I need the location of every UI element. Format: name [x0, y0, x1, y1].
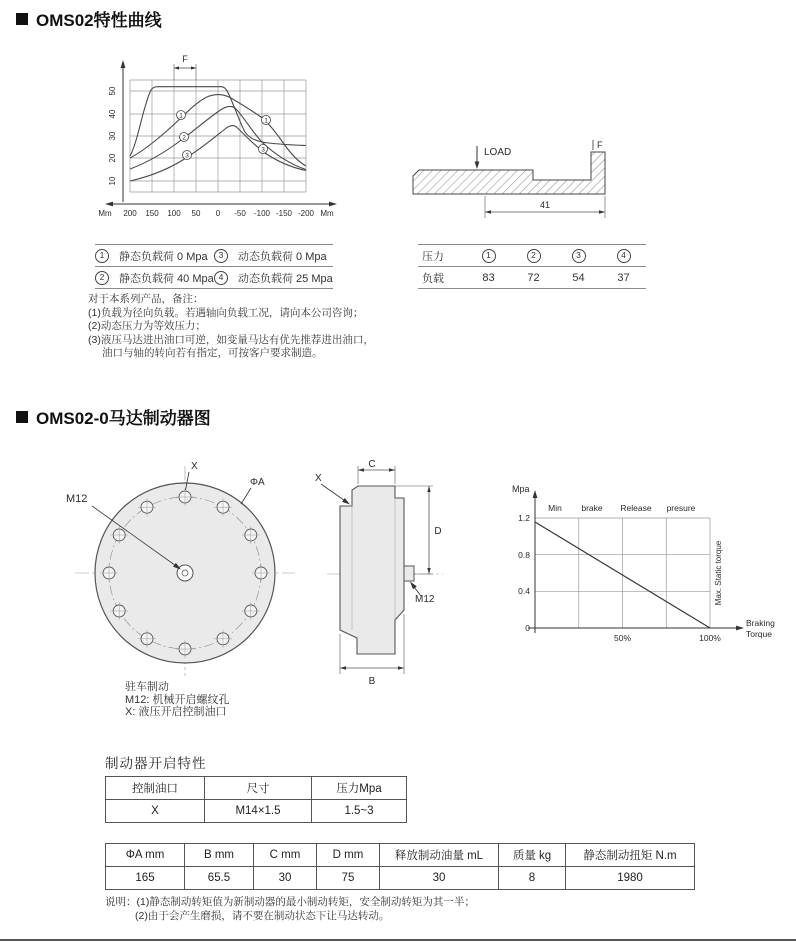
pressure-num-cell — [556, 249, 601, 263]
svg-text:Release: Release — [620, 503, 652, 513]
col-header: B mm — [185, 844, 254, 867]
x-axis-tick-labels — [98, 209, 334, 218]
curve-marker-3-right — [259, 145, 268, 154]
legend-num-cell — [95, 271, 119, 285]
circled-number: 3 — [572, 249, 586, 263]
legend-text-cell: 静态负载荷 40 Mpa — [119, 272, 214, 285]
m12-leader — [408, 580, 435, 605]
col-header: 质量 kg — [499, 844, 566, 867]
circled-number: 4 — [214, 271, 228, 285]
m12-label: M12 — [415, 594, 435, 605]
y-unit-label: Mpa — [512, 484, 530, 494]
b-dim-label: B — [368, 676, 376, 687]
col-header: ΦA mm — [106, 844, 185, 867]
note-line: (3)液压马达进出油口可逆，如变量马达有优先推荐进出油口， — [88, 333, 374, 346]
circled-number: 3 — [214, 249, 228, 263]
brake-notes — [105, 896, 475, 923]
dimension-41 — [485, 196, 605, 218]
x-leader — [315, 473, 351, 506]
legend-text-cell: 动态负载荷 0 Mpa — [238, 250, 327, 263]
table-row — [95, 266, 333, 288]
svg-text:-100: -100 — [253, 209, 271, 218]
section-title-1 — [16, 6, 162, 31]
cell-phi-a: 165 — [106, 867, 185, 890]
dim-41-label: 41 — [539, 200, 551, 210]
cell-release-volume: 30 — [380, 867, 499, 890]
svg-text:100: 100 — [167, 209, 181, 218]
svg-text:0: 0 — [215, 209, 221, 218]
svg-text:150: 150 — [145, 209, 159, 218]
section-title-text: OMS02特性曲线 — [36, 11, 162, 30]
svg-text:40: 40 — [108, 109, 117, 119]
brake-legend-text — [125, 681, 230, 719]
pressure-load-table — [418, 244, 646, 289]
m12-boss — [404, 566, 414, 581]
svg-text:-150: -150 — [275, 209, 293, 218]
legend-line: X: 液压开启控制油口 — [125, 706, 227, 718]
col-header: 释放制动油量 mL — [380, 844, 499, 867]
table-row — [418, 245, 646, 266]
row-label: 负载 — [422, 272, 444, 285]
pressure-num-cell — [466, 249, 511, 263]
svg-text:0.8: 0.8 — [518, 550, 530, 560]
f-dimension — [174, 54, 196, 80]
circled-number: 4 — [617, 249, 631, 263]
load-value-cell: 54 — [572, 271, 585, 284]
note-line: (1)负载为径向负载。若遇轴向负载工况，请向本公司咨询； — [88, 306, 364, 319]
d-dim-label: D — [434, 526, 442, 537]
svg-text:100%: 100% — [699, 633, 721, 643]
note-line: 对于本系列产品，备注： — [88, 293, 204, 305]
svg-text:1: 1 — [179, 112, 183, 120]
cell-b: 65.5 — [185, 867, 254, 890]
pressure-num-cell — [511, 249, 556, 263]
curve-legend-table — [95, 244, 333, 289]
c-dimension — [358, 459, 395, 484]
col-header: D mm — [317, 844, 380, 867]
arrowhead — [342, 498, 351, 507]
unit-left-label: Mm — [98, 209, 112, 218]
cell-control-port: X — [106, 800, 205, 823]
note-line: (2)动态压力为等效压力； — [88, 320, 206, 332]
cell-pressure: 1.5~3 — [312, 800, 407, 823]
load-arrow — [475, 146, 512, 169]
axes — [105, 60, 337, 206]
svg-text:3: 3 — [261, 146, 265, 154]
c-dim-label: C — [368, 459, 376, 470]
load-value-cell: 72 — [527, 271, 540, 284]
characteristic-curve-chart — [85, 52, 340, 247]
load-value-cell: 37 — [617, 271, 630, 284]
col-header: 尺寸 — [205, 777, 312, 800]
svg-text:presure: presure — [666, 503, 696, 513]
section-bullet-icon — [16, 411, 28, 423]
center-hole — [177, 565, 193, 581]
section-title-2 — [16, 404, 211, 429]
curve-marker-2-left — [180, 133, 189, 142]
load-diagram — [405, 138, 640, 240]
table-header-row — [106, 844, 695, 867]
legend-line: M12: 机械开启螺纹孔 — [125, 693, 230, 706]
svg-text:2: 2 — [182, 134, 186, 142]
svg-text:50: 50 — [191, 209, 201, 218]
side-body — [340, 486, 404, 654]
section-title-text: OMS02-0马达制动器图 — [36, 409, 211, 428]
cell-d: 75 — [317, 867, 380, 890]
svg-text:50%: 50% — [613, 633, 632, 643]
col-header: 静态制动扭矩 N.m — [566, 844, 695, 867]
f-force-label — [593, 140, 603, 150]
note-line: 油口与轴的转向若有指定，可按客户要求制造。 — [102, 347, 323, 359]
table-header-row — [106, 777, 407, 800]
svg-text:-200: -200 — [297, 209, 315, 218]
load-value-cell: 83 — [482, 271, 495, 284]
svg-text:brake: brake — [581, 503, 603, 513]
svg-text:1.2: 1.2 — [518, 513, 530, 523]
svg-text:30: 30 — [108, 131, 117, 141]
y-tick-labels — [518, 513, 530, 633]
note-line: (2)由于会产生磨损，请不要在制动状态下让马达转动。 — [135, 909, 390, 922]
brake-pressure-chart — [500, 478, 796, 653]
page-bottom-rule — [0, 939, 796, 941]
note-line: 说明：(1)静态制动转矩值为新制动器的最小制动转矩，安全制动转矩为其一半； — [105, 896, 475, 908]
legend-line: 驻车制动 — [125, 681, 169, 693]
circled-number: 1 — [482, 249, 496, 263]
section-bullet-icon — [16, 13, 28, 25]
chart-title — [548, 503, 696, 513]
legend-text-cell: 动态负载荷 25 Mpa — [238, 272, 333, 285]
legend-num-cell — [214, 249, 238, 263]
legend-text-cell: 静态负载荷 0 Mpa — [119, 250, 208, 263]
f-dim-label: F — [182, 54, 188, 64]
svg-text:0: 0 — [525, 623, 530, 633]
pressure-num-cell — [601, 249, 646, 263]
svg-text:200: 200 — [123, 209, 137, 218]
cell-size: M14×1.5 — [205, 800, 312, 823]
brake-dimension-table — [105, 843, 695, 890]
grid-lines — [130, 80, 306, 192]
x-axis-label — [746, 618, 775, 639]
curve-marker-3-left — [183, 151, 192, 160]
svg-text:Torque: Torque — [746, 629, 772, 639]
table-row — [106, 867, 695, 890]
svg-text:3: 3 — [185, 152, 189, 160]
circled-number: 1 — [95, 249, 109, 263]
beam-shape — [413, 152, 605, 194]
legend-num-cell — [95, 249, 119, 263]
row-label: 压力 — [422, 250, 444, 263]
col-header: C mm — [254, 844, 317, 867]
table-row — [106, 800, 407, 823]
right-axis-label: Max. Static torque — [714, 540, 723, 606]
cell-weight: 8 — [499, 867, 566, 890]
phi-a-label: ΦA — [250, 477, 265, 488]
brake-open-title: 制动器开启特性 — [105, 756, 207, 771]
svg-text:50: 50 — [108, 86, 117, 96]
svg-text:20: 20 — [108, 153, 117, 163]
brake-side-view — [305, 458, 455, 690]
brake-flange-drawing — [60, 458, 300, 680]
series-notes — [88, 293, 374, 361]
table-row — [418, 266, 646, 288]
col-header: 压力Mpa — [312, 777, 407, 800]
load-label: LOAD — [484, 147, 512, 158]
brake-open-table — [105, 776, 407, 823]
svg-text:1: 1 — [264, 117, 268, 125]
m12-label: M12 — [66, 493, 88, 505]
curve-marker-1-right — [262, 116, 271, 125]
cell-static-torque: 1980 — [566, 867, 695, 890]
legend-num-cell — [214, 271, 238, 285]
svg-text:Min: Min — [548, 503, 562, 513]
x-tick-labels — [614, 633, 721, 643]
circled-number: 2 — [95, 271, 109, 285]
col-header: 控制油口 — [106, 777, 205, 800]
table-row — [95, 245, 333, 266]
svg-text:10: 10 — [108, 176, 117, 186]
svg-text:0.4: 0.4 — [518, 586, 530, 596]
cell-c: 30 — [254, 867, 317, 890]
y-axis-tick-labels — [108, 86, 117, 185]
svg-text:Braking: Braking — [746, 618, 775, 628]
circled-number: 2 — [527, 249, 541, 263]
svg-text:F: F — [597, 140, 603, 150]
x-port-label: X — [315, 473, 322, 484]
x-port-label: X — [191, 461, 198, 472]
unit-right-label: Mm — [320, 209, 334, 218]
curve-marker-1-left — [177, 111, 186, 120]
phi-a-leader — [241, 477, 265, 504]
svg-text:-50: -50 — [234, 209, 246, 218]
